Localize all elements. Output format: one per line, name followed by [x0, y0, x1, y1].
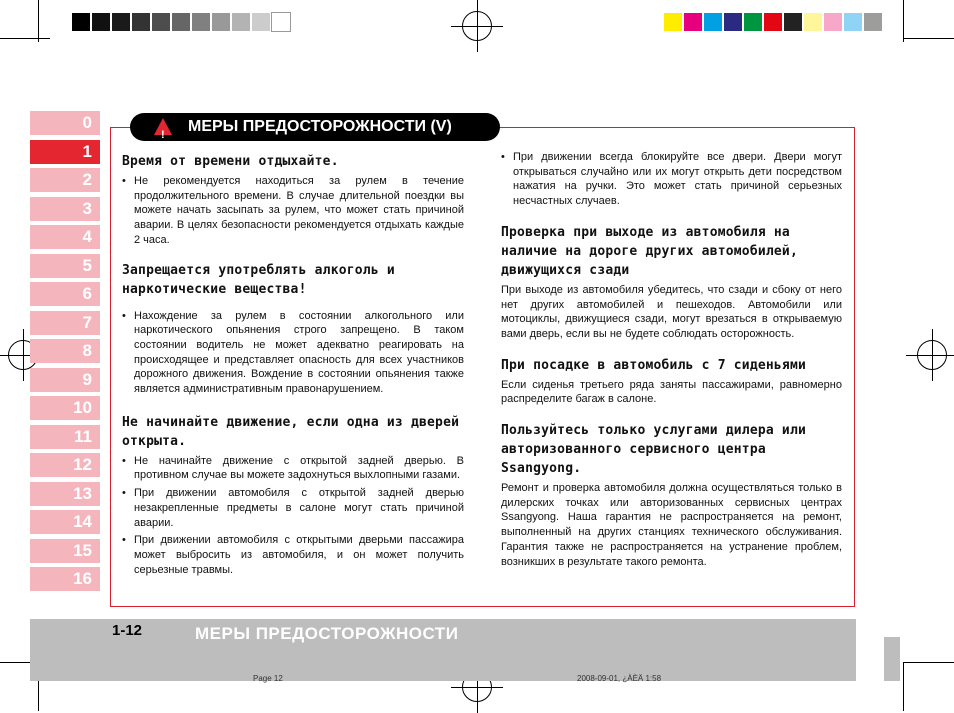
- paragraph: Ремонт и проверка автомобиля должна осуществляться только в дилерских точках или авторизованных сервисных центрах Ssangyong. Наша гарантия не распространяется на ремонт, выполненный на других станциях технического обслуживания. Гарантия также не распространяется на устранение проблем, возникших в результате такого ремонта.: [501, 482, 842, 568]
- gray-swatch: [152, 13, 170, 31]
- chapter-tab-11[interactable]: 11: [30, 425, 100, 449]
- chapter-tab-13[interactable]: 13: [30, 482, 100, 506]
- gray-swatch: [212, 13, 230, 31]
- chapter-tab-3[interactable]: 3: [30, 197, 100, 221]
- page-number: 1-12: [112, 622, 143, 639]
- right-column: [501, 150, 842, 569]
- bullet-item: • При движении автомобиля с открытыми дверьми пассажира может выбросить из автомобиля, и он может получить серьезные травмы.: [122, 533, 464, 577]
- gray-swatch: [232, 13, 250, 31]
- color-swatch: [764, 13, 782, 31]
- chapter-tab-9[interactable]: 9: [30, 368, 100, 392]
- left-column: [122, 152, 464, 577]
- heading-alcohol: Запрещается употреблять алкоголь и наркотические вещества!: [122, 262, 395, 297]
- section-title: МЕРЫ ПРЕДОСТОРОЖНОСТИ (V): [188, 118, 452, 135]
- heading-exit-check: Проверка при выходе из автомобиля на наличие на дороге других автомобилей, движущихся сзади: [501, 224, 798, 278]
- heading-7-seats: При посадке в автомобиль с 7 сиденьями: [501, 357, 807, 373]
- registration-mark-icon: [462, 11, 492, 41]
- chapter-tab-16[interactable]: 16: [30, 567, 100, 591]
- gray-swatch: [172, 13, 190, 31]
- color-swatch: [864, 13, 882, 31]
- crop-mark: [903, 662, 904, 711]
- print-timestamp: 2008-09-01, ¿ÀÈÄ 1:58: [577, 674, 662, 683]
- color-swatch: [744, 13, 762, 31]
- color-swatch: [804, 13, 822, 31]
- chapter-tab-4[interactable]: 4: [30, 225, 100, 249]
- crop-mark: [903, 0, 904, 42]
- chapter-tab-5[interactable]: 5: [30, 254, 100, 278]
- paragraph: Если сиденья третьего ряда заняты пассажирами, равномерно распределите багаж в салоне.: [501, 378, 842, 406]
- crop-mark: [0, 38, 50, 39]
- warning-triangle-icon: !: [154, 118, 172, 135]
- bullet-item: • Нахождение за рулем в состоянии алкогольного или наркотического опьянения строго запрещено. В таком состоянии водитель не может адекватно реагировать на происходящее и представляет опасность для всех участников дорожного движения. Вождение в состоянии опьянения также является административным правонарушением.: [122, 309, 464, 397]
- color-swatch: [784, 13, 802, 31]
- chapter-tab-6[interactable]: 6: [30, 282, 100, 306]
- chapter-tab-7[interactable]: 7: [30, 311, 100, 335]
- crop-mark: [38, 0, 39, 42]
- crop-mark: [903, 38, 954, 39]
- color-swatch: [844, 13, 862, 31]
- registration-mark-icon: [917, 340, 947, 370]
- gray-swatch: [192, 13, 210, 31]
- color-swatch: [724, 13, 742, 31]
- gray-swatch: [112, 13, 130, 31]
- gray-swatch: [132, 13, 150, 31]
- gray-swatch: [92, 13, 110, 31]
- bullet-item: • Не начинайте движение с открытой задней дверью. В противном случае вы можете задохнуться выхлопными газами.: [122, 454, 464, 483]
- color-swatch: [824, 13, 842, 31]
- chapter-tab-0[interactable]: 0: [30, 111, 100, 135]
- heading-rest: Время от времени отдыхайте.: [122, 154, 339, 169]
- print-page-label: Page 12: [253, 674, 283, 683]
- footer-title: МЕРЫ ПРЕДОСТОРОЖНОСТИ: [195, 624, 459, 643]
- chapter-tab-12[interactable]: 12: [30, 453, 100, 477]
- chapter-tab-8[interactable]: 8: [30, 339, 100, 363]
- chapter-tab-15[interactable]: 15: [30, 539, 100, 563]
- chapter-tab-2[interactable]: 2: [30, 168, 100, 192]
- bullet-item: • При движении автомобиля с открытой задней дверью незакрепленные предметы в салоне могут стать причиной аварии.: [122, 486, 464, 530]
- heading-dealer-service: Пользуйтесь только услугами дилера или авторизованного сервисного центра Ssangyong.: [501, 423, 807, 477]
- heading-doors-open: Не начинайте движение, если одна из дверей открыта.: [122, 414, 460, 449]
- crop-mark: [903, 662, 954, 663]
- chapter-tab-1[interactable]: 1: [30, 140, 100, 164]
- gray-swatch: [72, 13, 90, 31]
- bullet-item: • При движении всегда блокируйте все двери. Двери могут открываться случайно или их могут открыть дети посредством нажатия на ручки. Это может стать причиной серьезных несчастных случаев.: [501, 150, 842, 209]
- gray-swatch: [252, 13, 270, 31]
- chapter-tab-10[interactable]: 10: [30, 396, 100, 420]
- color-swatch: [684, 13, 702, 31]
- section-title-banner: [130, 113, 500, 141]
- color-swatch: [704, 13, 722, 31]
- paragraph: При выходе из автомобиля убедитесь, что сзади и сбоку от него нет других автомобилей и пешеходов. Автомобили или мотоциклы, движущиеся сзади, могут врезаться в открываемую вами дверь, если вы не будете соблюдать осторожность.: [501, 283, 842, 340]
- chapter-tab-14[interactable]: 14: [30, 510, 100, 534]
- color-swatch: [664, 13, 682, 31]
- gray-swatch: [272, 13, 290, 31]
- bullet-item: • Не рекомендуется находиться за рулем в течение продолжительного времени. В случае длительной поездки вы можете начать засыпать за рулем, что может стать причиной аварии. В целях безопасности рекомендуется отдыхать каждые 2 часа.: [122, 174, 464, 248]
- edge-marker: [884, 637, 900, 681]
